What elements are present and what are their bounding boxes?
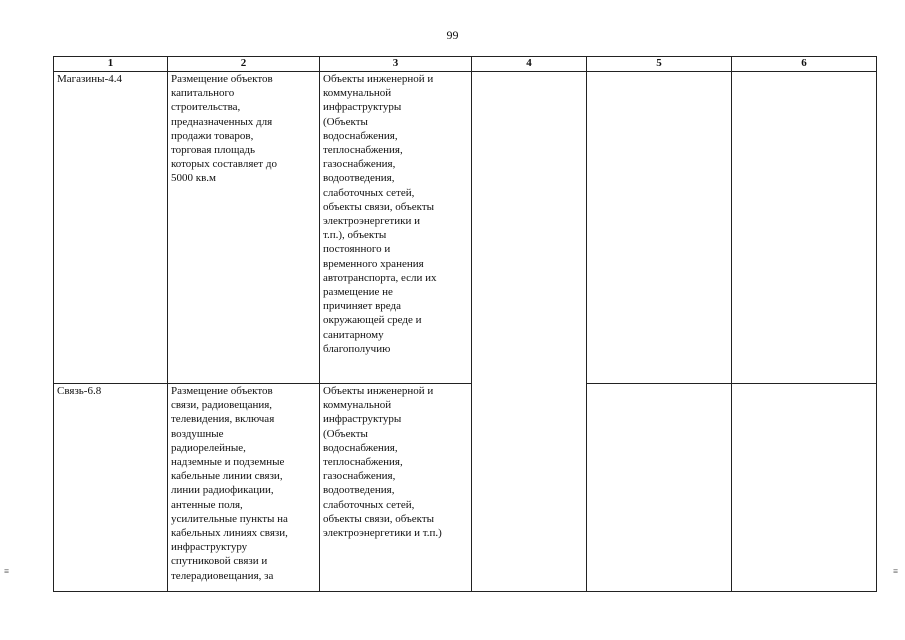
cell-auxiliary-uses: Объекты инженерной и коммунальной инфраструктуры (Объекты водоснабжения, теплоснабжения, газоснабжения, водоотведения, слаботочных сетей, объекты связи, объекты электроэнергетики и т.п.), объекты постоянного и временного хранения автотранспорта, если их размещение не причиняет вреда окружающей среде и санитарному благополучию <box>320 72 472 384</box>
cell-empty <box>587 384 732 592</box>
cell-auxiliary-uses: Объекты инженерной и коммунальной инфраструктуры (Объекты водоснабжения, теплоснабжения, газоснабжения, водоотведения, слаботочных сетей, объекты связи, объекты электроэнергетики и т.п.) <box>320 384 472 592</box>
cell-empty <box>732 72 877 384</box>
cell-use-type: Связь-6.8 <box>54 384 168 592</box>
column-header: 5 <box>587 57 732 72</box>
cell-empty <box>732 384 877 592</box>
column-header: 1 <box>54 57 168 72</box>
cell-use-description: Размещение объектов связи, радиовещания, телевидения, включая воздушные радиорелейные, надземные и подземные кабельные линии связи, линии радиофикации, антенные поля, усилительные пункты на кабельных линиях связи, инфраструктуру спутниковой связи и телерадиовещания, за <box>168 384 320 592</box>
page-number: 99 <box>446 28 459 42</box>
column-header: 4 <box>472 57 587 72</box>
column-header: 2 <box>168 57 320 72</box>
cell-empty <box>587 72 732 384</box>
header-row <box>54 57 877 72</box>
cell-empty <box>472 72 587 592</box>
zoning-table <box>53 56 877 592</box>
column-header: 6 <box>732 57 877 72</box>
cell-use-type: Магазины-4.4 <box>54 72 168 384</box>
column-header: 3 <box>320 57 472 72</box>
table-row <box>54 384 877 592</box>
scan-edge-mark: ≡ <box>4 566 10 576</box>
cell-use-description: Размещение объектов капитального строительства, предназначенных для продажи товаров, торговая площадь которых составляет до 5000 кв.м <box>168 72 320 384</box>
table-row <box>54 72 877 384</box>
scan-edge-mark: ≡ <box>893 566 899 576</box>
